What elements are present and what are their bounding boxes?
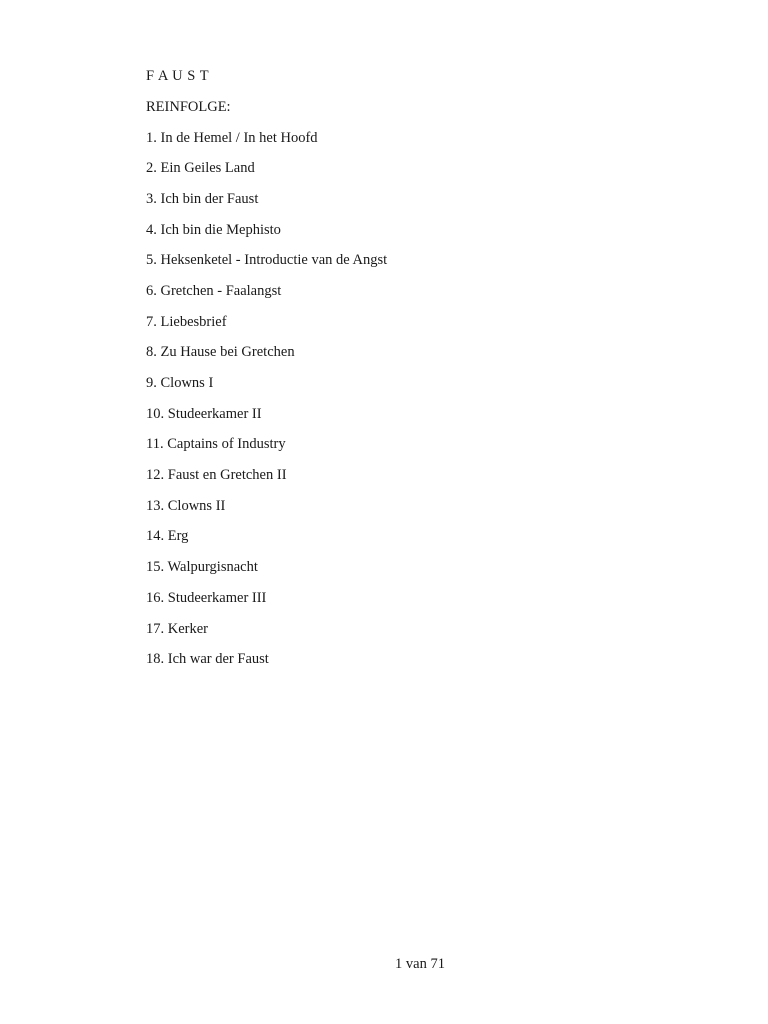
document-content bbox=[146, 67, 706, 681]
scene-item: 14. Erg bbox=[146, 528, 189, 545]
scene-item: 7. Liebesbrief bbox=[146, 313, 227, 330]
scene-item: 11. Captains of Industry bbox=[146, 436, 286, 453]
scene-item: 2. Ein Geiles Land bbox=[146, 160, 255, 177]
scene-item: 1. In de Hemel / In het Hoofd bbox=[146, 129, 318, 146]
page-number: 1 van 71 bbox=[395, 956, 445, 972]
scene-item: 17. Kerker bbox=[146, 620, 209, 637]
scene-list bbox=[146, 129, 706, 669]
scene-item: 15. Walpurgisnacht bbox=[146, 559, 258, 576]
scene-item: 9. Clowns I bbox=[146, 375, 214, 391]
document-title: F A U S T bbox=[146, 68, 210, 84]
scene-item: 12. Faust en Gretchen II bbox=[146, 467, 287, 484]
scene-item: 4. Ich bin die Mephisto bbox=[146, 221, 281, 238]
scene-item: 18. Ich war der Faust bbox=[146, 651, 269, 668]
scene-item: 10. Studeerkamer II bbox=[146, 405, 262, 422]
scene-item: 3. Ich bin der Faust bbox=[146, 190, 259, 207]
scene-item: 8. Zu Hause bei Gretchen bbox=[146, 344, 295, 361]
scene-item: 13. Clowns II bbox=[146, 497, 226, 514]
scene-item: 5. Heksenketel - Introductie van de Angst bbox=[146, 252, 388, 269]
scene-item: 6. Gretchen - Faalangst bbox=[146, 282, 282, 299]
scene-item: 16. Studeerkamer III bbox=[146, 589, 267, 606]
document-subtitle: REINFOLGE: bbox=[146, 98, 231, 115]
